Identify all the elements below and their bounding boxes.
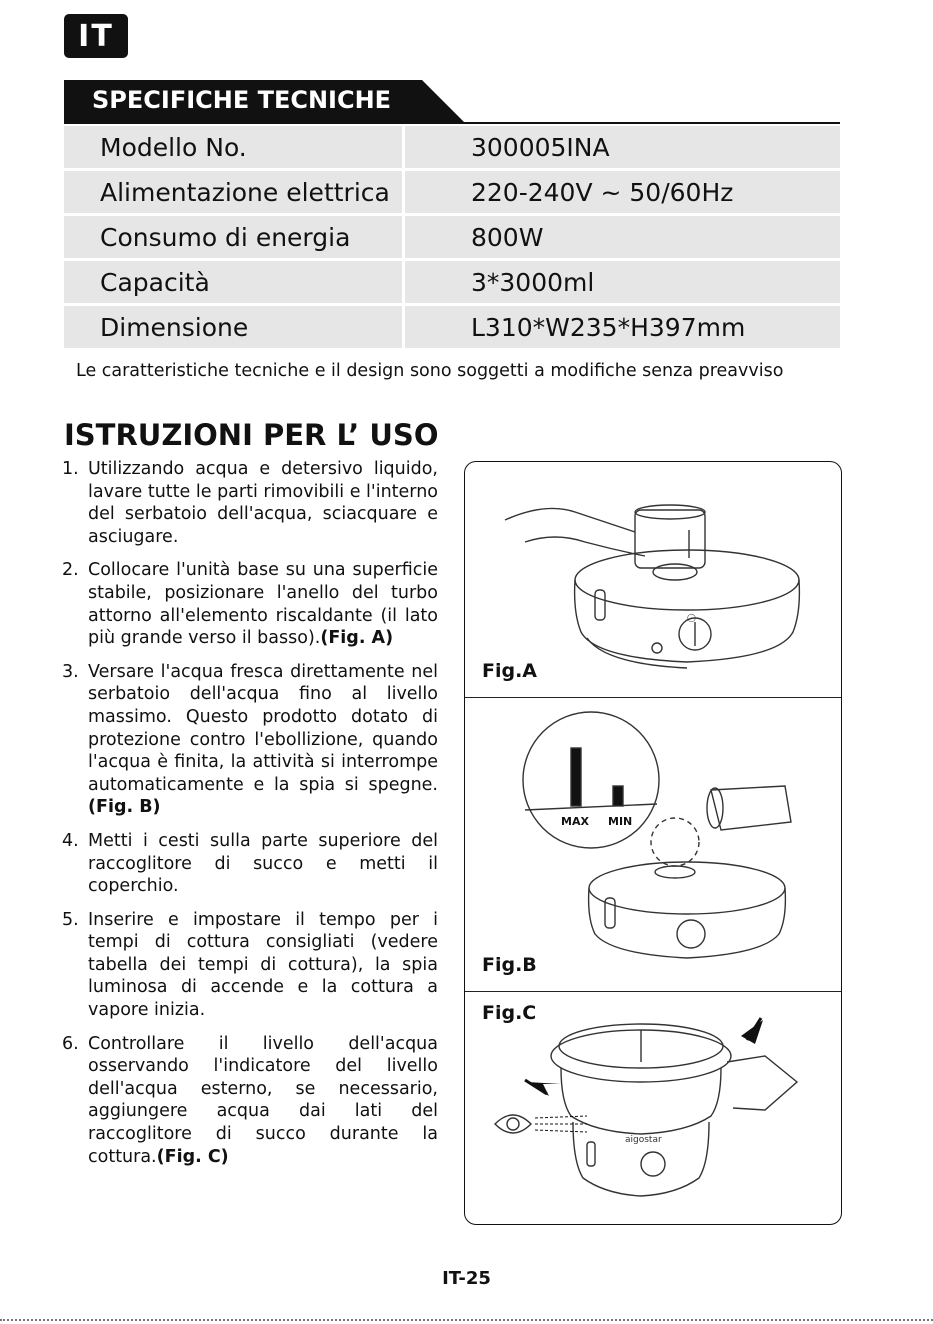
spec-label: Alimentazione elettrica <box>64 171 402 216</box>
step-text: Inserire e impostare il tempo per i tempi di cottura consigliati (vedere tabella dei tempi di cottura), la spia luminosa di accende e la cottura a vapore inizia. <box>88 909 438 1021</box>
min-label: MIN <box>608 815 633 828</box>
figures-panel <box>464 461 842 1225</box>
step-number: 1. <box>62 459 79 479</box>
step-text: Controllare il livello dell'acqua osservando l'indicatore del livello dell'acqua esterno, se necessario, aggiungere acqua dai lati del raccoglitore di succo durante la cottura. <box>88 1033 438 1167</box>
list-item <box>62 830 438 898</box>
brand-label: aigostar <box>625 1135 662 1145</box>
spec-value: 800W <box>402 216 840 261</box>
fig-b-label: Fig.B <box>482 954 537 976</box>
step-text: Collocare l'unità base su una superficie stabile, posizionare l'anello del turbo attorno all'elemento riscaldante (il lato più grande verso il basso). <box>88 560 438 649</box>
figure-reference: (Fig. C) <box>156 1146 229 1167</box>
banner-rule <box>64 122 840 124</box>
fig-c-illustration <box>465 992 841 1224</box>
step-number: 5. <box>62 909 79 930</box>
spec-label: Consumo di energia <box>64 216 402 261</box>
figure-reference: (Fig. B) <box>88 797 161 818</box>
specs-heading-banner <box>64 80 464 122</box>
list-item <box>62 559 438 649</box>
list-item <box>62 1033 438 1169</box>
spec-value: 3*3000ml <box>402 261 840 306</box>
fig-a-label: Fig.A <box>482 660 538 682</box>
step-text: Utilizzando acqua e detersivo liquido, lavare tutte le parti rimovibili e l'interno del serbatoio dell'acqua, sciacquare e asciugare. <box>88 459 438 547</box>
table-row <box>64 126 840 171</box>
specs-heading: SPECIFICHE TECNICHE <box>92 86 392 114</box>
step-text: Versare l'acqua fresca direttamente nel serbatoio dell'acqua fino al livello massimo. Questo prodotto dotato di protezione contro l'ebollizione, quando l'acqua è finita, la attività si interrompe automaticamente e la spia si spegne. <box>88 661 438 795</box>
specs-disclaimer: Le caratteristiche tecniche e il design sono soggetti a modifiche senza preavviso <box>76 361 784 381</box>
spec-value: L310*W235*H397mm <box>402 306 840 351</box>
max-label: MAX <box>561 815 589 828</box>
instructions-heading: ISTRUZIONI PER L’ USO <box>64 418 439 452</box>
fig-b-illustration <box>465 698 841 992</box>
step-number: 2. <box>62 560 79 581</box>
spec-label: Dimensione <box>64 306 402 351</box>
language-badge: IT <box>64 14 128 58</box>
figure-reference: (Fig. A) <box>320 628 394 649</box>
spec-label: Modello No. <box>64 126 402 171</box>
list-item <box>62 909 438 1022</box>
step-number: 3. <box>62 661 79 682</box>
table-row <box>64 261 840 306</box>
page-edge-dotted-line <box>0 1319 933 1321</box>
instructions-list <box>62 458 438 1179</box>
spec-label: Capacità <box>64 261 402 306</box>
step-text: Metti i cesti sulla parte superiore del raccoglitore di succo e metti il coperchio. <box>88 830 438 897</box>
step-number: 6. <box>62 1033 79 1054</box>
table-row <box>64 216 840 261</box>
list-item <box>62 661 438 819</box>
spec-value: 300005INA <box>402 126 840 171</box>
spec-value: 220-240V ~ 50/60Hz <box>402 171 840 216</box>
list-item <box>62 458 438 548</box>
page-number: IT-25 <box>442 1268 491 1289</box>
specs-table <box>64 126 840 351</box>
fig-c-label: Fig.C <box>482 1002 537 1024</box>
step-number: 4. <box>62 830 79 851</box>
svg-text:◯: ◯ <box>687 613 696 622</box>
table-row <box>64 306 840 351</box>
table-row <box>64 171 840 216</box>
